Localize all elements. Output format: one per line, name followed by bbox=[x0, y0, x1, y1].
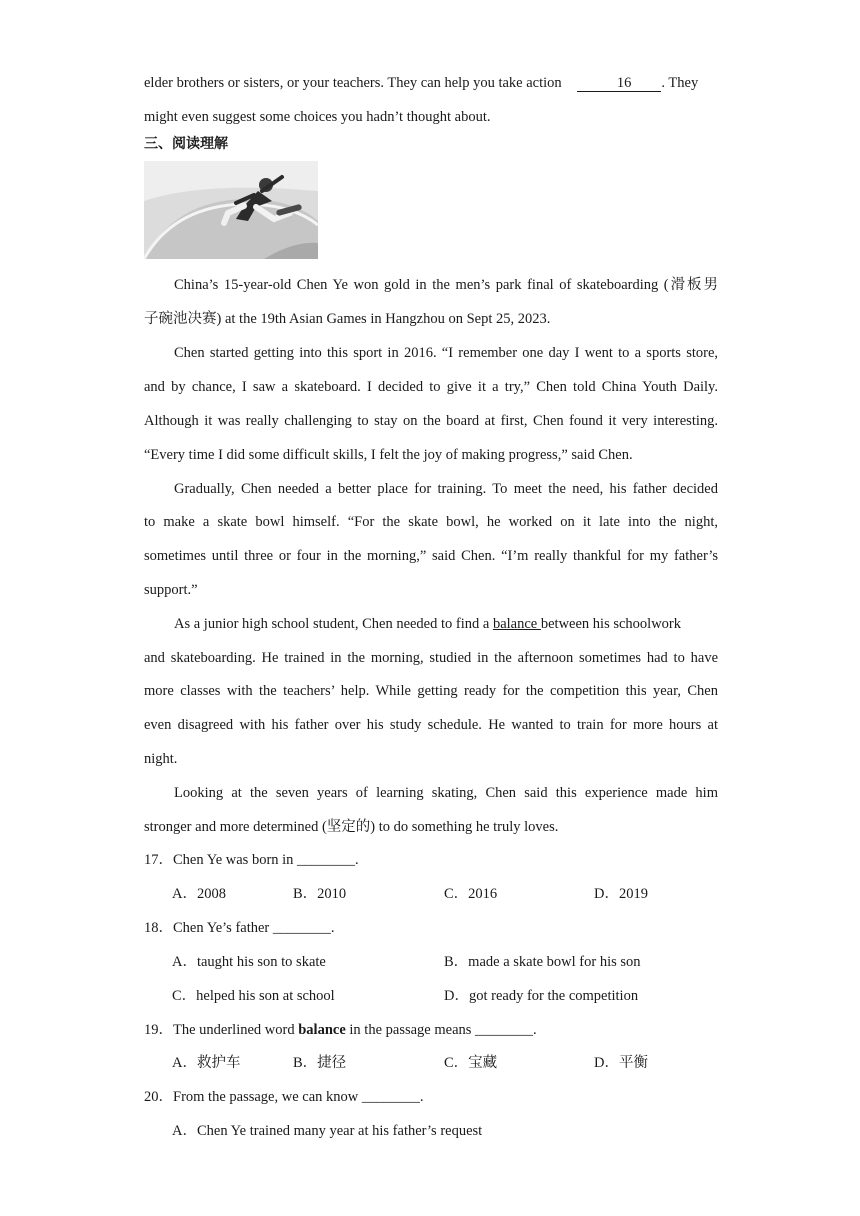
article-line: more classes with the teachers’ help. While getting ready for the competition this year, Chen bbox=[144, 683, 718, 699]
article-line: and by chance, I saw a skateboard. I decided to give it a try,” Chen told China Youth Daily. bbox=[144, 379, 718, 395]
article-text: As a junior high school student, Chen needed to find a bbox=[174, 616, 490, 632]
q17-option-b[interactable]: B．2010 bbox=[293, 886, 347, 902]
article-line: Chen started getting into this sport in 2016. “I remember one day I went to a sports store, bbox=[174, 345, 718, 361]
passage-line: might even suggest some choices you hadn’t thought about. bbox=[144, 109, 491, 125]
q18-option-c[interactable]: C．helped his son at school bbox=[172, 988, 335, 1004]
article-line: even disagreed with his father over his study schedule. He wanted to train for more hours at bbox=[144, 717, 718, 733]
q18-option-d[interactable]: D．got ready for the competition bbox=[444, 988, 639, 1004]
question-19-stem bbox=[144, 1020, 718, 1040]
article-line: to make a skate bowl himself. “For the skate bowl, he worked on it late into the night, bbox=[144, 514, 718, 530]
skateboarder-photo bbox=[144, 161, 318, 259]
q17-option-d[interactable]: D．2019 bbox=[594, 886, 648, 902]
article-line: “Every time I did some difficult skills, I felt the joy of making progress,” said Chen. bbox=[144, 447, 633, 463]
bold-word-balance: balance bbox=[298, 1022, 346, 1038]
q17-option-a[interactable]: A．2008 bbox=[172, 886, 226, 902]
article-line: sometimes until three or four in the morning,” said Chen. “I’m really thankful for my father’s bbox=[144, 548, 718, 564]
passage-text: elder brothers or sisters, or your teachers. They can help you take action bbox=[144, 75, 562, 91]
article-line: China’s 15-year-old Chen Ye won gold in the men’s park final of skateboarding (滑板男 bbox=[174, 277, 718, 293]
question-text: 19．The underlined word bbox=[144, 1022, 295, 1038]
passage-line bbox=[144, 73, 718, 93]
q17-option-c[interactable]: C．2016 bbox=[444, 886, 498, 902]
answer-blank-16: 16 bbox=[577, 75, 662, 92]
question-17-stem: 17．Chen Ye was born in ________. bbox=[144, 852, 359, 868]
question-text: in the passage means ________. bbox=[349, 1022, 537, 1038]
q20-option-a[interactable]: A．Chen Ye trained many year at his father’s request bbox=[172, 1123, 483, 1139]
article-line: night. bbox=[144, 751, 178, 767]
article-line: Gradually, Chen needed a better place for training. To meet the need, his father decided bbox=[174, 481, 718, 497]
article-line: stronger and more determined (坚定的) to do something he truly loves. bbox=[144, 819, 559, 835]
article-line: 子碗池决赛) at the 19th Asian Games in Hangzhou on Sept 25, 2023. bbox=[144, 311, 551, 327]
article-line: Looking at the seven years of learning skating, Chen said this experience made him bbox=[174, 785, 718, 801]
article-text: between his schoolwork bbox=[540, 616, 681, 632]
q19-option-c[interactable]: C．宝藏 bbox=[444, 1055, 498, 1071]
article-line bbox=[174, 614, 718, 634]
article-line: Although it was really challenging to stay on the board at first, Chen found it very interesting. bbox=[144, 413, 718, 429]
article-line: support.” bbox=[144, 582, 198, 598]
article-line: and skateboarding. He trained in the morning, studied in the afternoon sometimes had to have bbox=[144, 650, 718, 666]
q19-option-a[interactable]: A．救护车 bbox=[172, 1055, 241, 1071]
question-18-stem: 18．Chen Ye’s father ________. bbox=[144, 920, 335, 936]
q18-option-b[interactable]: B．made a skate bowl for his son bbox=[444, 954, 641, 970]
skateboarder-illustration bbox=[144, 161, 318, 259]
q19-option-b[interactable]: B．捷径 bbox=[293, 1055, 347, 1071]
question-20-stem: 20．From the passage, we can know ________. bbox=[144, 1089, 424, 1105]
underlined-word-balance: balance bbox=[492, 616, 541, 632]
q18-option-a[interactable]: A．taught his son to skate bbox=[172, 954, 326, 970]
section-heading: 三、阅读理解 bbox=[144, 136, 228, 152]
q19-option-d[interactable]: D．平衡 bbox=[594, 1055, 648, 1071]
passage-text: . They bbox=[661, 75, 699, 91]
